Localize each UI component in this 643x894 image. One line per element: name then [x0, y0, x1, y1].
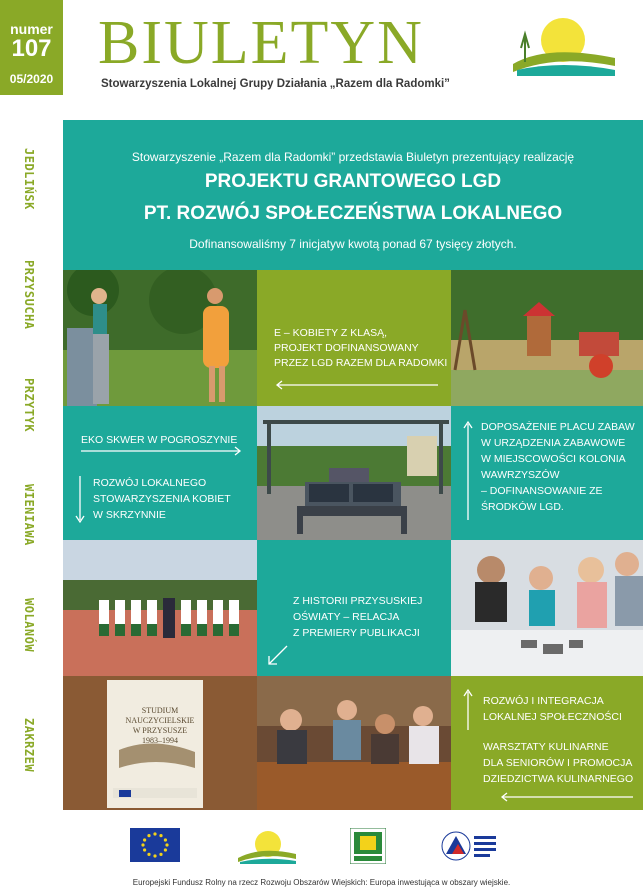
- headline-line2: PT. ROZWÓJ SPOŁECZEŃSTWA LOKALNEGO: [143, 203, 563, 224]
- tile-text-line: Z PREMIERY PUBLIKACJI: [293, 627, 420, 639]
- tile-eko-skwer: [63, 406, 257, 540]
- tile-text-line: EKO SKWER W POGROSZYNIE: [81, 434, 238, 446]
- issue-date: 05/2020: [9, 72, 54, 86]
- footer: [0, 810, 643, 894]
- masthead: [63, 0, 643, 120]
- book-title-line: NAUCZYCIELSKIE: [125, 716, 195, 725]
- issue-number: 107: [11, 35, 52, 62]
- town-label: WIENIAWA: [22, 484, 36, 546]
- arrow-up-icon: [463, 420, 473, 520]
- tile-text-line: W SKRZYNNIE: [93, 509, 166, 521]
- tile-text-line: DLA SENIORÓW I PROMOCJA: [483, 757, 633, 769]
- tile-text-line: WARSZTATY KULINARNE: [483, 741, 609, 753]
- town-label: JEDLIŃSK: [22, 148, 36, 210]
- arrow-up-icon: [463, 688, 473, 730]
- leader-logo: [350, 828, 386, 864]
- tile-e-kobiety: [257, 270, 451, 406]
- prow-logo: [440, 828, 500, 864]
- radomka-logo: [236, 828, 298, 864]
- eu-flag-icon: [130, 828, 180, 862]
- tile-text-line: LOKALNEJ SPOŁECZNOŚCI: [483, 711, 622, 723]
- tile-integracja: [451, 676, 643, 810]
- towns-gutter: [0, 120, 63, 810]
- book-title-line: STUDIUM: [141, 706, 179, 715]
- bulletin-subtitle: Stowarzyszenia Lokalnej Grupy Działania „Razem dla Radomki”: [101, 78, 450, 90]
- book-title-line: W PRZYSUSZE: [132, 726, 188, 735]
- photo-playground: [451, 270, 643, 406]
- bulletin-title: BIULETYN: [98, 9, 424, 77]
- tile-text-line: W URZĄDZENIA ZABAWOWE: [481, 437, 626, 449]
- tile-text-line: ŚRODKÓW LGD.: [481, 501, 564, 513]
- headline-line1: PROJEKTU GRANTOWEGO LGD: [204, 171, 502, 192]
- tile-text-line: WAWRZYSZÓW: [481, 469, 560, 481]
- tile-text-line: Z HISTORII PRZYSUSKIEJ: [293, 595, 423, 607]
- town-label: WOLANÓW: [22, 598, 36, 653]
- tile-text-line: OŚWIATY – RELACJA: [293, 611, 400, 623]
- town-label: ZAKRZEW: [22, 718, 36, 773]
- photo-children-workshop: [451, 540, 643, 676]
- tile-text-line: STOWARZYSZENIA KOBIET: [93, 493, 231, 505]
- arrow-left-icon: [274, 380, 440, 390]
- tile-text-line: ROZWÓJ I INTEGRACJA: [483, 695, 604, 707]
- town-label: PRZYTYK: [22, 378, 36, 433]
- photo-eko-skwer: [257, 406, 451, 540]
- tile-text-line: PROJEKT DOFINANSOWANY: [274, 342, 419, 354]
- photo-seniors: [257, 676, 451, 810]
- tile-text-line: E – KOBIETY Z KLASĄ,: [274, 327, 388, 339]
- tile-text-line: DOPOSAŻENIE PLACU ZABAW: [481, 421, 635, 433]
- tile-text-line: ROZWÓJ LOKALNEGO: [93, 477, 207, 489]
- issue-box: [0, 0, 63, 95]
- arrow-right-icon: [81, 446, 243, 456]
- arrow-down-icon: [75, 476, 85, 524]
- arrow-down-left-icon: [265, 642, 291, 668]
- headline-block: [63, 120, 643, 270]
- arrow-left-icon: [499, 792, 635, 802]
- tile-plac-zabaw: [451, 406, 643, 540]
- book-years: 1983–1994: [142, 736, 178, 745]
- photo-book: [63, 676, 257, 810]
- photo-women-park: [63, 270, 257, 406]
- tile-historia: [257, 540, 451, 676]
- photo-folk-group: [63, 540, 257, 676]
- footer-text: Europejski Fundusz Rolny na rzecz Rozwoju Obszarów Wiejskich: Europa inwestująca w obszary wiejskie.: [132, 878, 511, 887]
- headline-sub: Dofinansowaliśmy 7 inicjatyw kwotą ponad 67 tysięcy złotych.: [189, 237, 517, 251]
- tile-text-line: PRZEZ LGD RAZEM DLA RADOMKI: [274, 357, 448, 369]
- headline-intro: Stowarzyszenie „Razem dla Radomki” przedstawia Biuletyn prezentujący realizację: [131, 150, 575, 164]
- tile-text-line: – DOFINANSOWANIE ZE: [481, 485, 603, 497]
- tile-text-line: DZIEDZICTWA KULINARNEGO: [483, 773, 634, 785]
- book-title: [63, 706, 257, 746]
- radomka-logo: [507, 14, 619, 76]
- tile-text-line: W MIEJSCOWOŚCI KOLONIA: [481, 453, 626, 465]
- issue-label: numer: [10, 21, 53, 37]
- town-label: PRZYSUCHA: [22, 260, 36, 330]
